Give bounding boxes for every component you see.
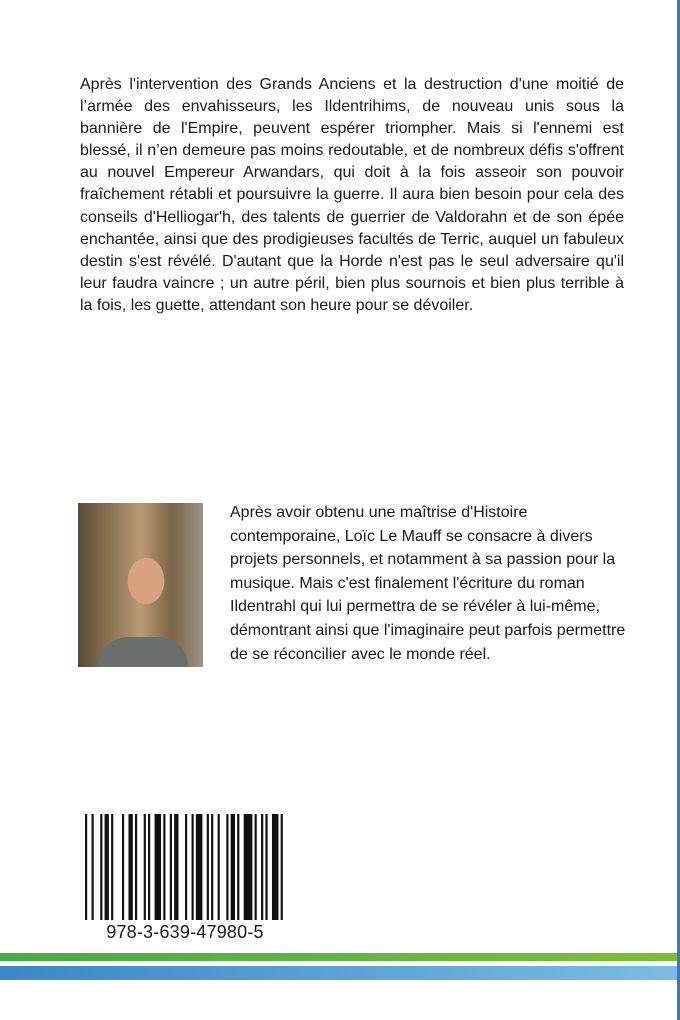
barcode-bar xyxy=(122,814,124,920)
barcode-bar xyxy=(237,814,239,920)
barcode-bar xyxy=(218,814,220,920)
barcode-bar xyxy=(185,814,187,920)
author-bio: Après avoir obtenu une maîtrise d'Histoire contemporaine, Loïc Le Mauff se consacre à divers projets personnels, et notamment à sa passion pour la musique. Mais c'est finalement l'écriture du roman Ildentrahl qui lui permettra de se révéler à lui-même, démontrant ainsi que l'imaginaire peut parfois permettre de se réconcilier avec le monde réel. xyxy=(230,504,626,663)
barcode-bar xyxy=(207,814,209,920)
barcode-bar xyxy=(255,814,257,920)
author-photo xyxy=(78,503,203,667)
barcode-bar xyxy=(135,814,137,920)
book-blurb: Après l'intervention des Grands Anciens et la destruction d'une moitié de l’armée des envahisseurs, les Ildentrihims, de nouveau unis sous la bannière de l'Empire, peuvent espérer triompher. Mais si l'ennemi est blessé, il n’en demeure pas moins redoutable, et de nombreux défis s'offrent au nouvel Empereur Arwandars, qui doit à la fois asseoir son pouvoir fraîchement rétabli et poursuivre la guerre. Il aura bien besoin pour cela des conseils d'Helliogar'h, des talents de guerrier de Valdorahn et de son épée enchantée, ainsi que des prodigieuses facultés de Terric, auquel un fabuleux destin s'est révélé. D'autant que la Horde n'est pas le seul adversaire qu'il leur faudra vaincre ; un autre péril, bien plus sournois et bien plus terrible à la fois, les guette, attendant son heure pour se dévoiler. xyxy=(80,76,624,314)
barcode-bar xyxy=(211,814,213,920)
barcode-bar xyxy=(265,814,267,920)
barcode-bar xyxy=(170,814,172,920)
barcode-bar xyxy=(111,814,113,920)
barcode-bar xyxy=(226,814,228,920)
barcode-bar xyxy=(261,814,263,920)
barcode-bar xyxy=(244,814,253,920)
barcode-bar xyxy=(128,814,132,920)
barcode-bar xyxy=(174,814,178,920)
barcode-bar xyxy=(163,814,165,920)
barcode-bar xyxy=(231,814,235,920)
barcode-bar xyxy=(105,814,109,920)
barcode-bar xyxy=(155,814,162,920)
barcode-bar xyxy=(144,814,146,920)
barcode-bar xyxy=(272,814,279,920)
barcode-bar xyxy=(281,814,283,920)
barcode-bar xyxy=(148,814,150,920)
blue-stripe xyxy=(0,966,677,980)
barcode xyxy=(85,814,285,920)
barcode-bar xyxy=(85,814,87,920)
barcode-bar xyxy=(100,814,102,920)
barcode-bar xyxy=(196,814,203,920)
barcode-bar xyxy=(92,814,94,920)
barcode-bar xyxy=(192,814,194,920)
green-stripe xyxy=(0,953,677,961)
isbn-number: 978-3-639-47980-5 xyxy=(106,922,264,942)
